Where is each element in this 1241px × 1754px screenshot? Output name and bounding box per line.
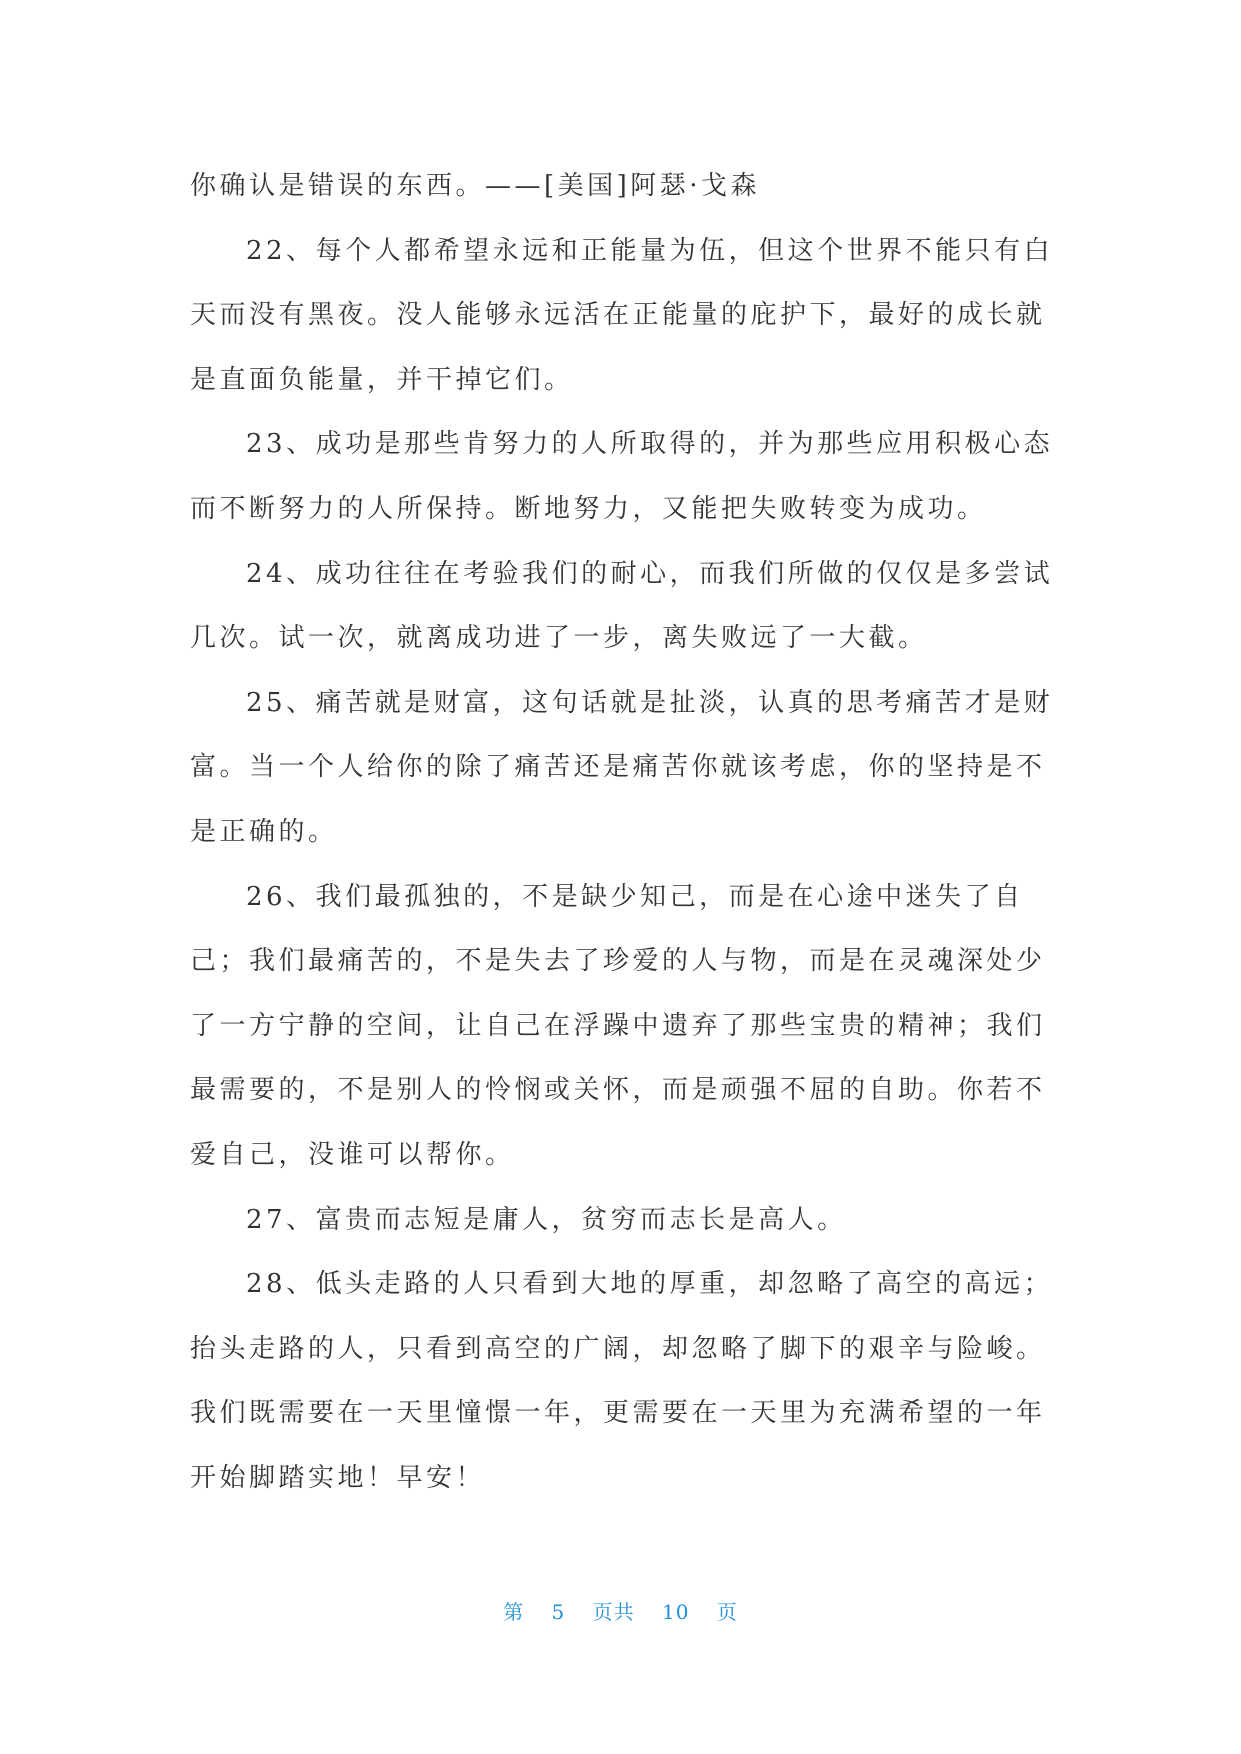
text-line: 爱自己，没谁可以帮你。	[190, 1139, 515, 1170]
text-line: 了一方宁静的空间，让自己在浮躁中遗弃了那些宝贵的精神；我们	[190, 1010, 1046, 1041]
text-line: 23、成功是那些肯努力的人所取得的，并为那些应用积极心态	[246, 429, 1054, 460]
text-line: 我们既需要在一天里憧憬一年，更需要在一天里为充满希望的一年	[190, 1398, 1046, 1429]
text-line: 天而没有黑夜。没人能够永远活在正能量的庇护下，最好的成长就	[190, 300, 1046, 331]
text-line: 几次。试一次，就离成功进了一步，离失败远了一大截。	[190, 623, 928, 654]
text-line: 27、富贵而志短是庸人，贫穷而志长是高人。	[246, 1204, 847, 1235]
text-line: 开始脚踏实地！早安！	[190, 1462, 486, 1493]
text-line: 你确认是错误的东西。——[美国]阿瑟·戈森	[190, 171, 761, 201]
text-line: 最需要的，不是别人的怜悯或关怀，而是顽强不屈的自助。你若不	[190, 1075, 1046, 1106]
text-line: 是直面负能量，并干掉它们。	[190, 364, 574, 395]
text-line: 25、痛苦就是财富，这句话就是扯淡，认真的思考痛苦才是财	[246, 687, 1054, 718]
text-line: 而不断努力的人所保持。断地努力，又能把失败转变为成功。	[190, 493, 987, 524]
footer-total-pages: 10	[662, 1600, 690, 1624]
text-line: 24、成功往往在考验我们的耐心，而我们所做的仅仅是多尝试	[246, 558, 1054, 589]
footer-middle: 页共	[592, 1600, 635, 1624]
text-line: 己；我们最痛苦的，不是失去了珍爱的人与物，而是在灵魂深处少	[190, 946, 1046, 977]
text-line: 抬头走路的人，只看到高空的广阔，却忽略了脚下的艰辛与险峻。	[190, 1333, 1046, 1364]
page-footer	[0, 1596, 1241, 1625]
text-line: 28、低头走路的人只看到大地的厚重，却忽略了高空的高远；	[246, 1269, 1054, 1300]
footer-page-number: 5	[551, 1600, 566, 1624]
text-line: 富。当一个人给你的除了痛苦还是痛苦你就该考虑，你的坚持是不	[190, 752, 1046, 783]
footer-prefix: 第	[503, 1600, 525, 1624]
text-line: 26、我们最孤独的，不是缺少知己，而是在心途中迷失了自	[246, 881, 1024, 912]
footer-suffix: 页	[716, 1600, 738, 1624]
text-line: 22、每个人都希望永远和正能量为伍，但这个世界不能只有白	[246, 235, 1054, 266]
text-line: 是正确的。	[190, 816, 338, 847]
document-body	[190, 154, 1054, 1510]
